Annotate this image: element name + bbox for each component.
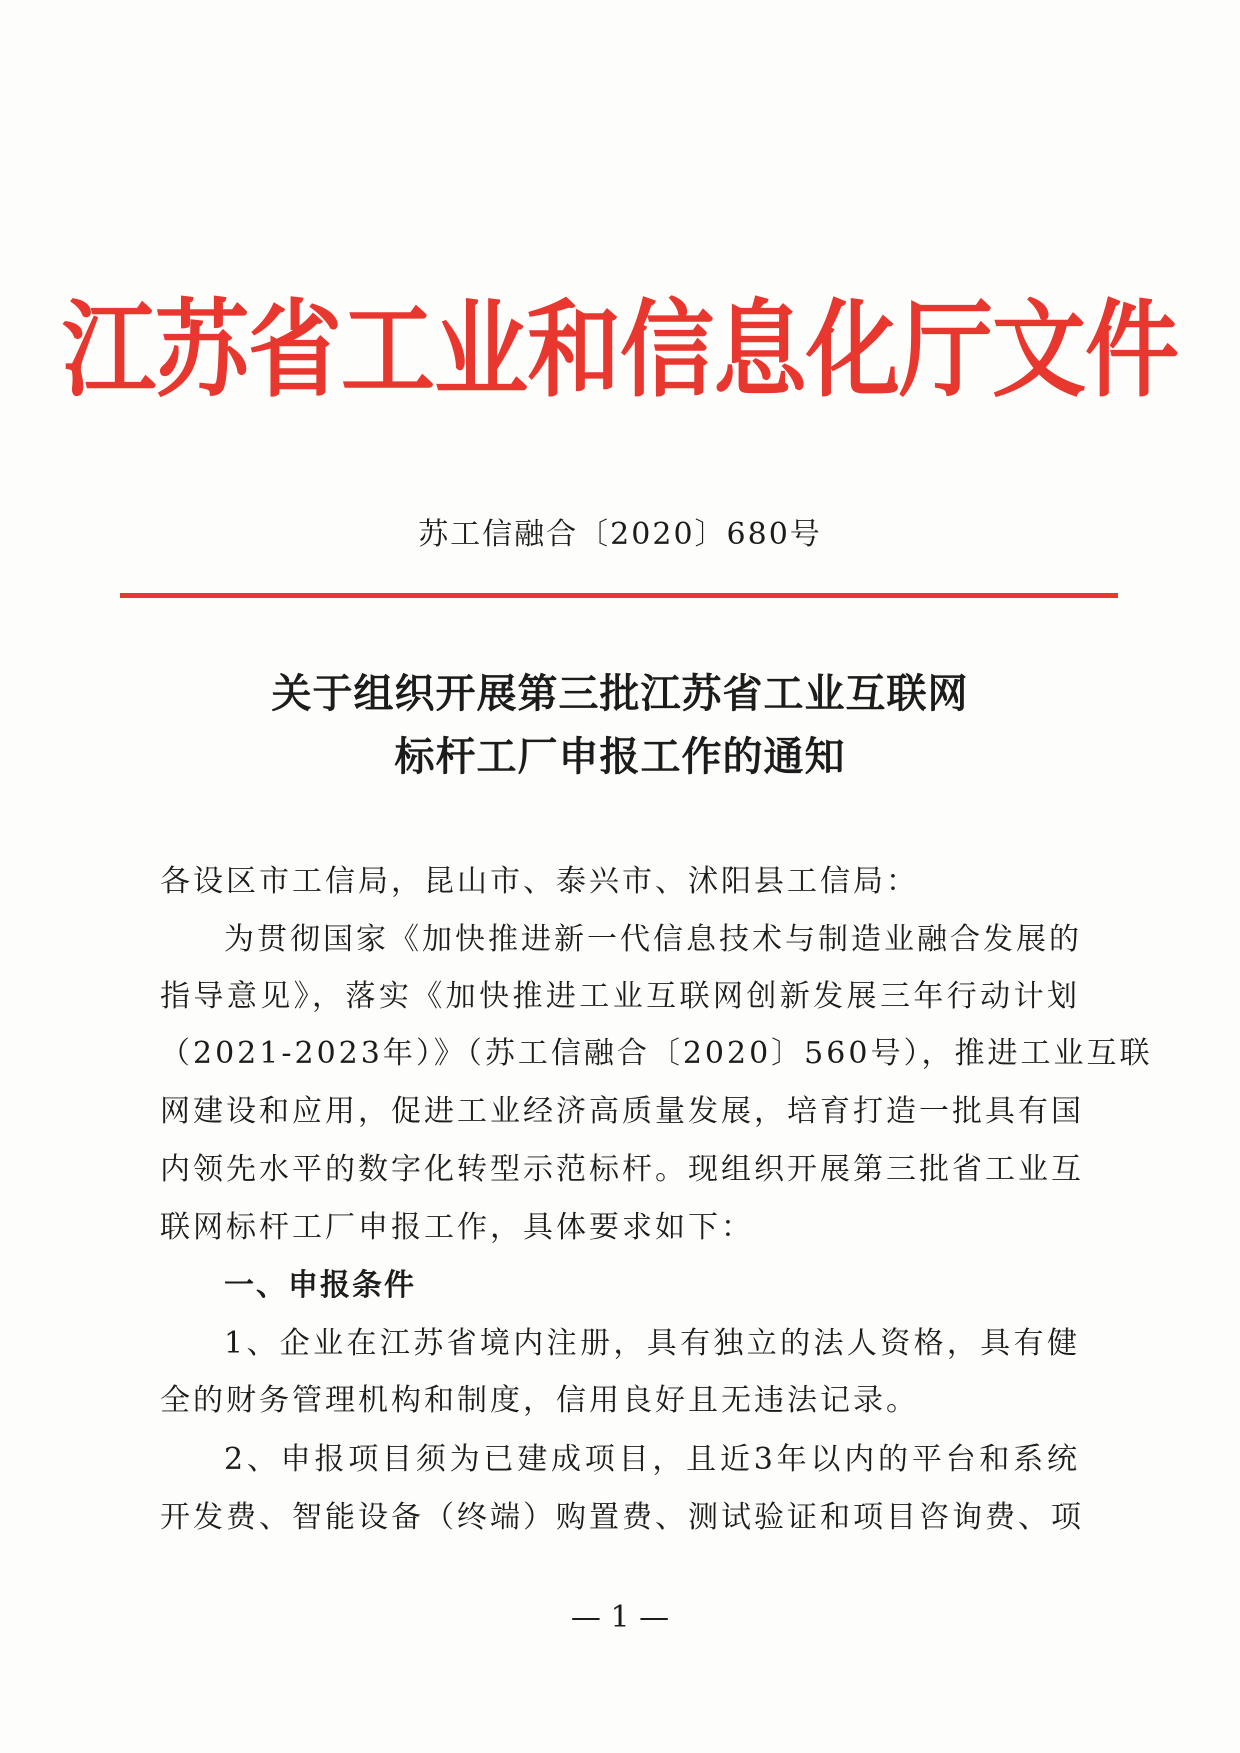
paragraph-line: 内领先水平的数字化转型示范标杆。现组织开展第三批省工业互 xyxy=(160,1152,1084,1187)
item-line: 2、申报项目须为已建成项目，且近3年以内的平台和系统 xyxy=(224,1442,1080,1477)
notice-title-line-1: 关于组织开展第三批江苏省工业互联网 xyxy=(271,671,969,717)
agency-header-title: 江苏省工业和信息化厅文件 xyxy=(61,290,1178,413)
item-line: 开发费、智能设备（终端）购置费、测试验证和项目咨询费、项 xyxy=(160,1500,1084,1535)
paragraph-line: 为贯彻国家《加快推进新一代信息技术与制造业融合发展的 xyxy=(224,922,1082,957)
item-line: 全的财务管理机构和制度，信用良好且无违法记录。 xyxy=(160,1383,919,1418)
red-divider-line xyxy=(120,593,1118,598)
section-heading: 一、申报条件 xyxy=(224,1268,416,1303)
paragraph-line: 网建设和应用，促进工业经济高质量发展，培育打造一批具有国 xyxy=(160,1094,1084,1129)
paragraph-line: 联网标杆工厂申报工作，具体要求如下： xyxy=(160,1210,754,1245)
page-number: — 1 — xyxy=(570,1600,670,1635)
document-number: 苏工信融合〔2020〕680号 xyxy=(418,517,822,552)
paragraph-line: 指导意见》，落实《加快推进工业互联网创新发展三年行动计划 xyxy=(160,979,1080,1014)
paragraph-line: （2021-2023年）》（苏工信融合〔2020〕560号），推进工业互联 xyxy=(160,1036,1153,1071)
recipients-line: 各设区市工信局，昆山市、泰兴市、沭阳县工信局： xyxy=(160,864,919,899)
item-line: 1、企业在江苏省境内注册，具有独立的法人资格，具有健 xyxy=(224,1326,1080,1361)
notice-title-line-2: 标杆工厂申报工作的通知 xyxy=(394,734,846,780)
